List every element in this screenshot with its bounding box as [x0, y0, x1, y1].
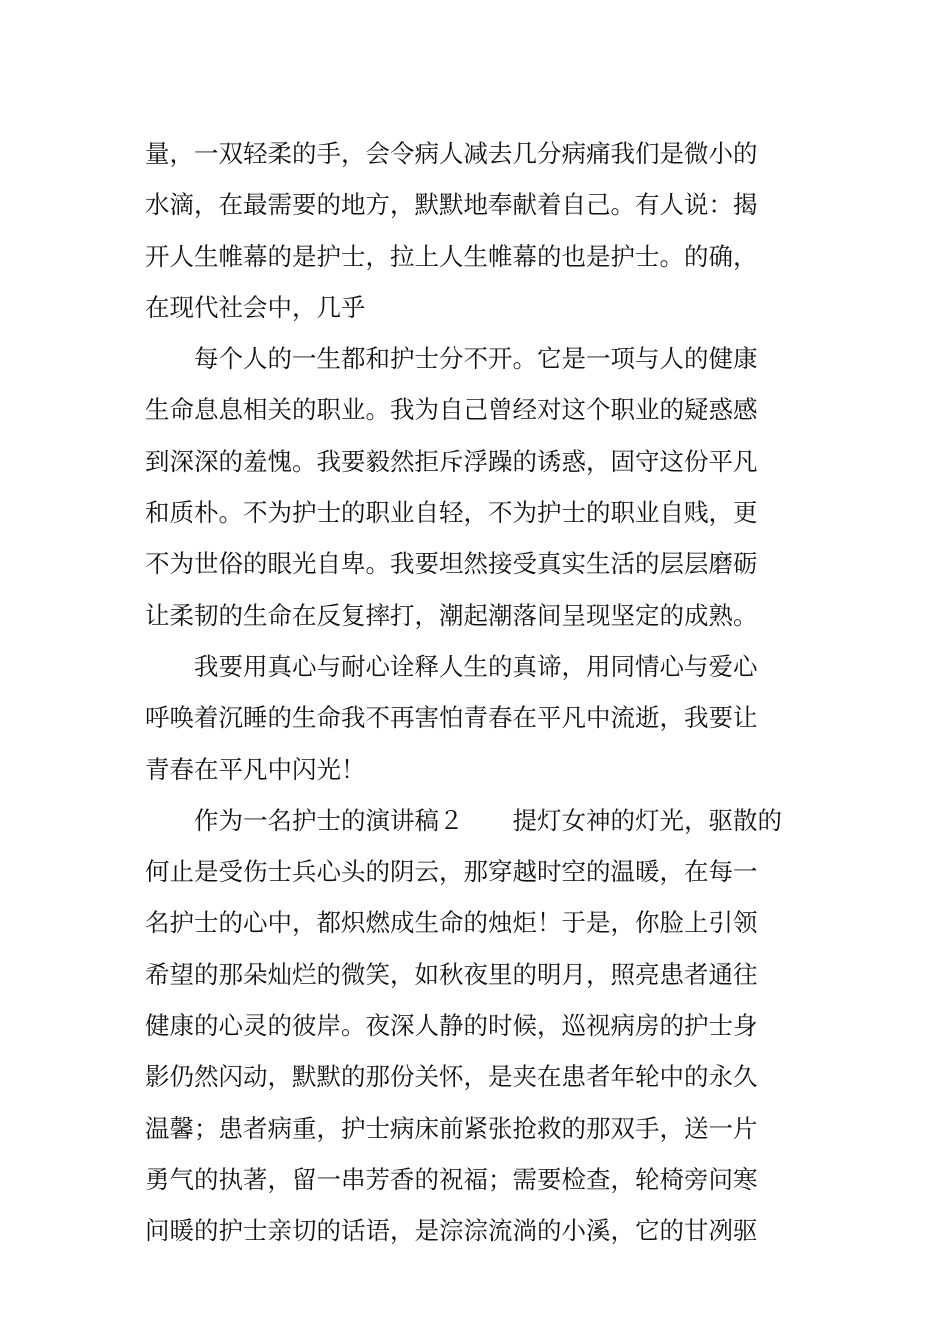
text-line: 呼唤着沉睡的生命我不再害怕青春在平凡中流逝，我要让: [145, 703, 758, 733]
text-line: 量，一双轻柔的手，会令病人减去几分病痛我们是微小的: [145, 139, 758, 168]
text-line: 开人生帷幕的是护士，拉上人生帷幕的也是护士。的确，: [145, 241, 758, 271]
text-line: 作为一名护士的演讲稿２ 提灯女神的灯光，驱散的: [145, 805, 782, 835]
text-line: 我要用真心与耐心诠释人生的真谛，用同情心与爱心: [145, 651, 758, 681]
text-line: 温馨；患者病重，护士病床前紧张抢救的那双手，送一片: [145, 1113, 758, 1143]
text-line: 问暖的护士亲切的话语，是淙淙流淌的小溪，它的甘冽驱: [145, 1216, 758, 1246]
text-line: 水滴，在最需要的地方，默默地奉献着自己。有人说：揭: [145, 190, 758, 220]
text-line: 名护士的心中，都炽燃成生命的烛炬！于是，你脸上引领: [145, 908, 758, 938]
text-line: 让柔韧的生命在反复摔打，潮起潮落间呈现坚定的成熟。: [145, 600, 758, 630]
text-line: 青春在平凡中闪光！: [145, 754, 366, 784]
text-line: 不为世俗的眼光自卑。我要坦然接受真实生活的层层磨砺: [145, 549, 758, 579]
text-line: 希望的那朵灿烂的微笑，如秋夜里的明月，照亮患者通往: [145, 959, 758, 989]
text-line: 生命息息相关的职业。我为自己曾经对这个职业的疑惑感: [145, 395, 758, 425]
text-line: 勇气的执著，留一串芳香的祝福；需要检查，轮椅旁问寒: [145, 1164, 758, 1194]
text-line: 何止是受伤士兵心头的阴云，那穿越时空的温暖，在每一: [145, 857, 758, 887]
text-line: 每个人的一生都和护士分不开。它是一项与人的健康: [145, 344, 758, 374]
text-line: 在现代社会中，几乎: [145, 292, 366, 322]
text-line: 到深深的羞愧。我要毅然拒斥浮躁的诱惑，固守这份平凡: [145, 446, 758, 476]
text-line: 和质朴。不为护士的职业自轻，不为护士的职业自贱，更: [145, 498, 758, 528]
text-line: 健康的心灵的彼岸。夜深人静的时候，巡视病房的护士身: [145, 1011, 758, 1041]
text-line: 影仍然闪动，默默的那份关怀，是夹在患者年轮中的永久: [145, 1062, 758, 1092]
document-body: [145, 128, 810, 1257]
